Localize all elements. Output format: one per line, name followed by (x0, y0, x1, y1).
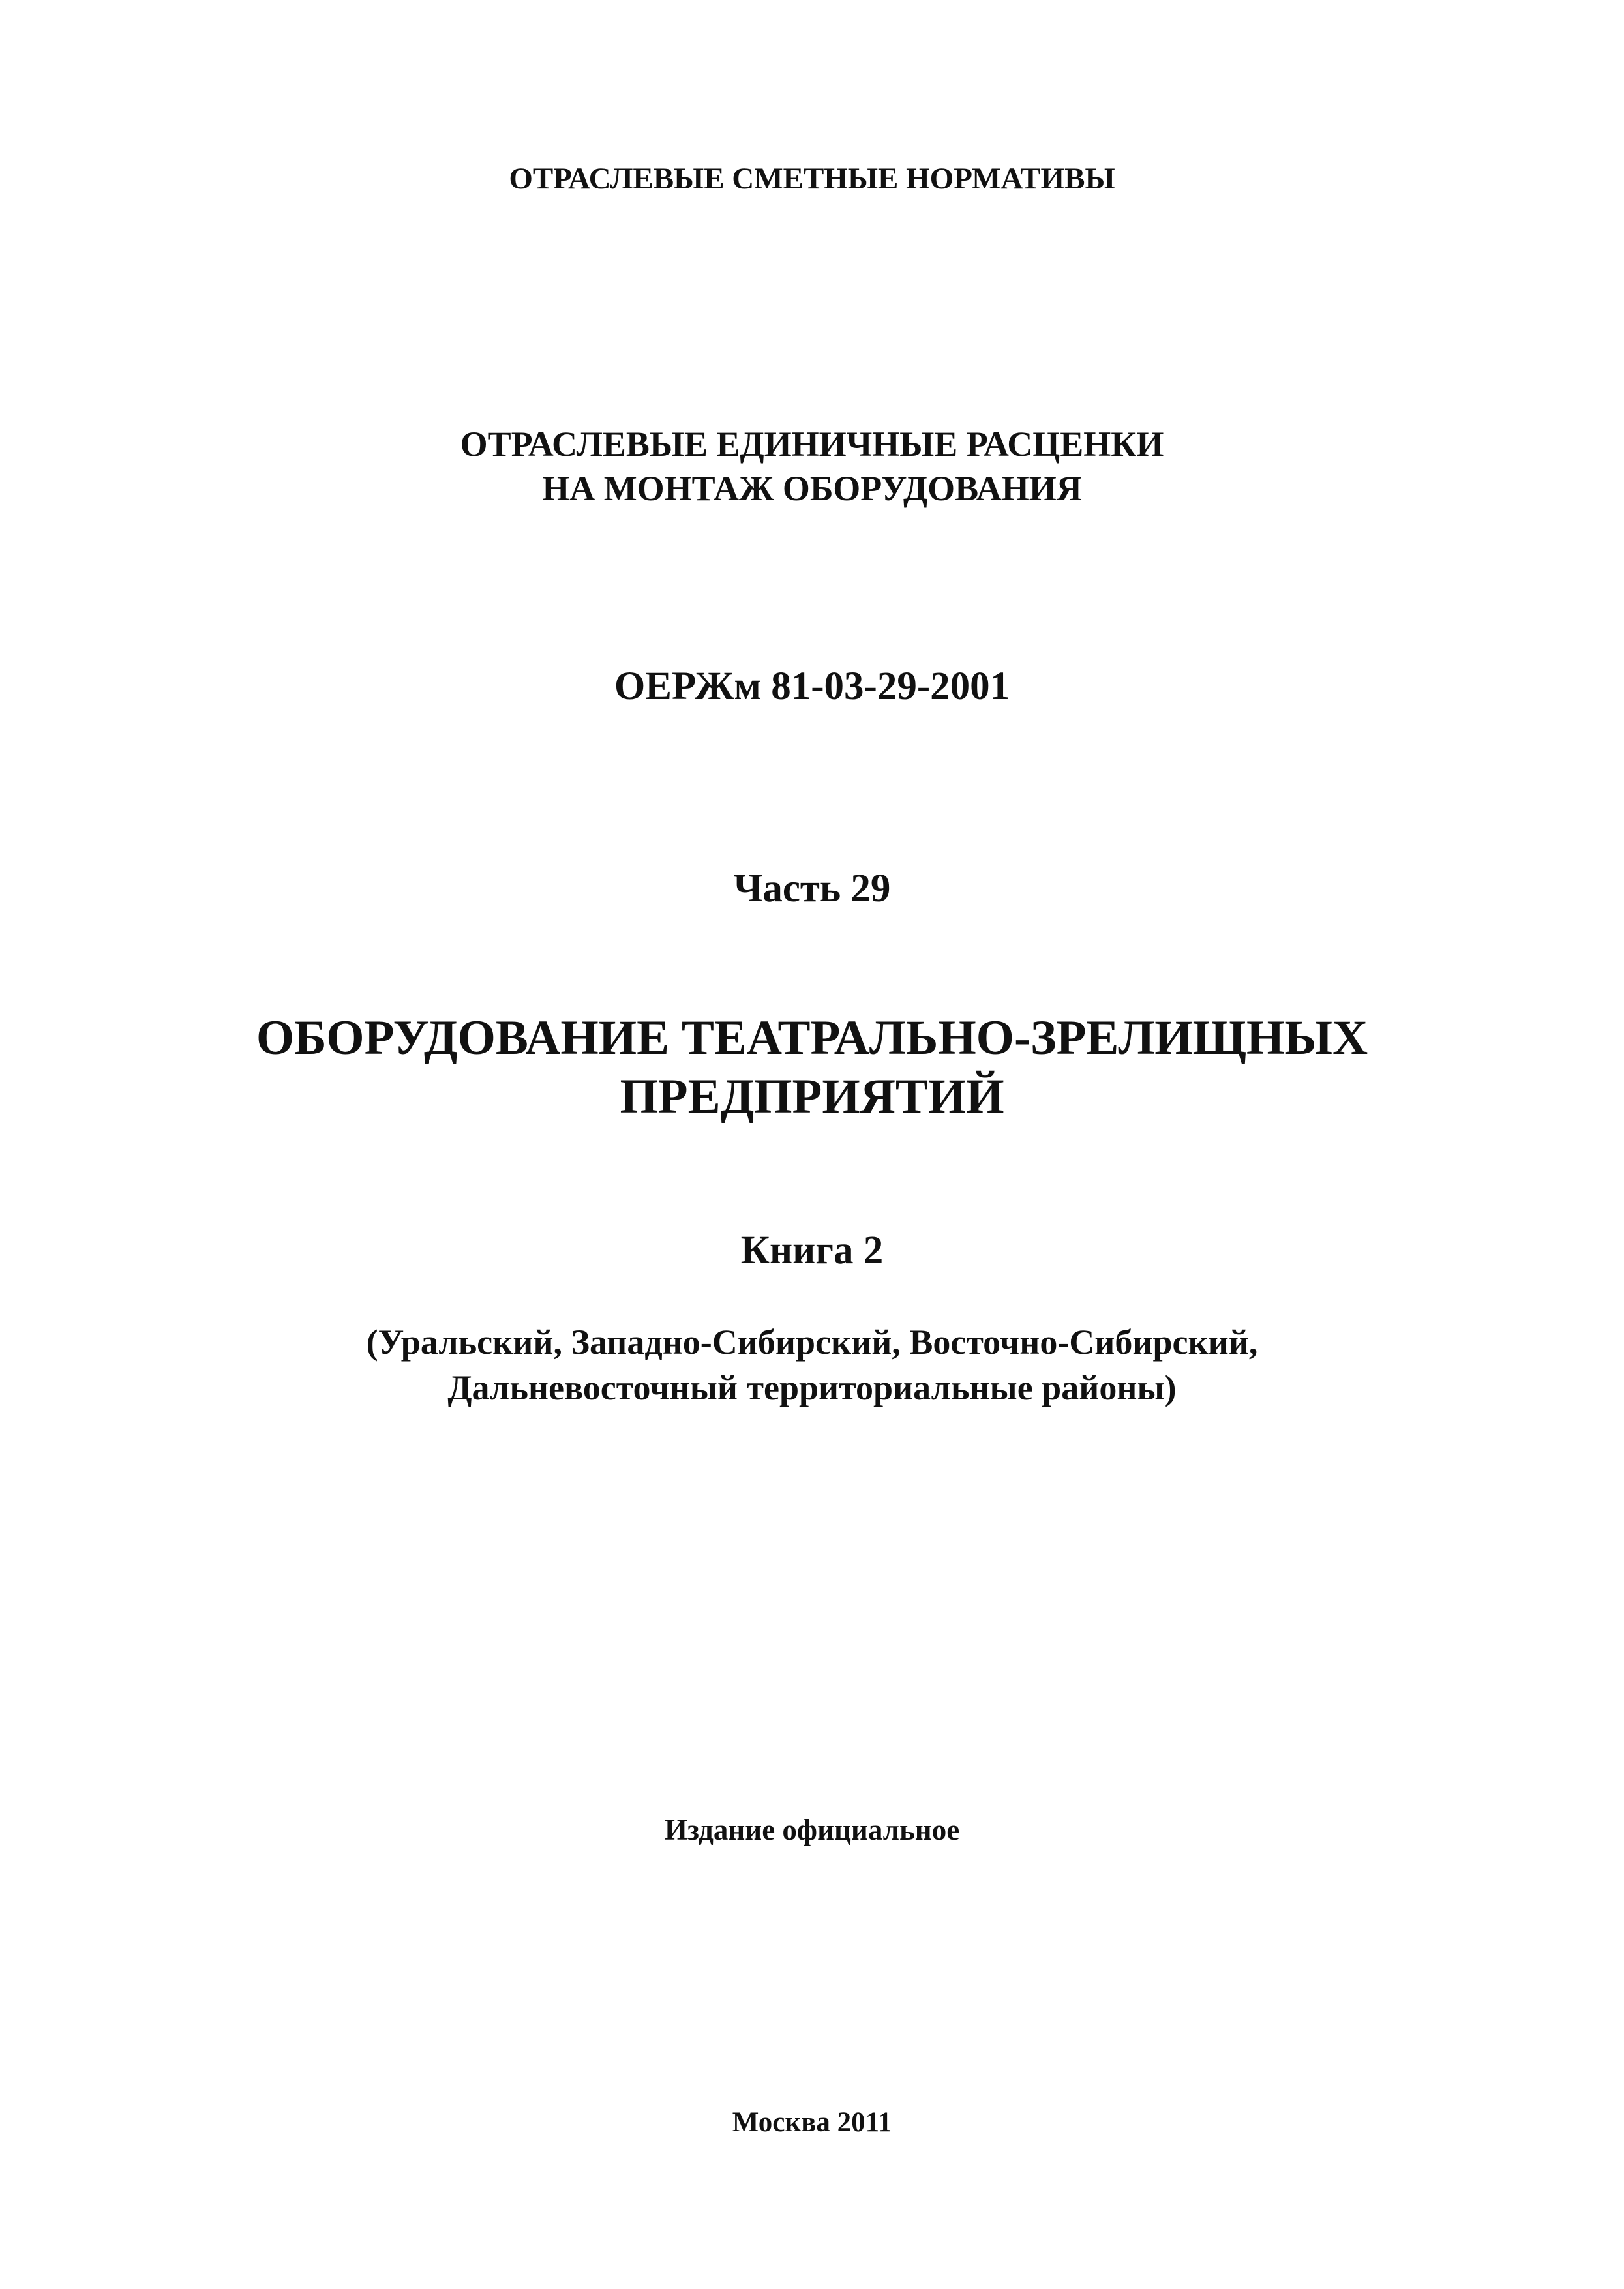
title-line-1: ОТРАСЛЕВЫЕ ЕДИНИЧНЫЕ РАСЦЕНКИ (460, 425, 1164, 464)
part-number: Часть 29 (733, 867, 891, 910)
regions-line-2: Дальневосточный территориальные районы) (447, 1368, 1177, 1407)
city-year: Москва 2011 (732, 2107, 892, 2138)
edition-label: Издание официальное (664, 1814, 960, 1846)
regions-line-1: (Уральский, Западно-Сибирский, Восточно-Сибирский, (366, 1323, 1258, 1362)
subject-line-2: ПРЕДПРИЯТИЙ (620, 1070, 1004, 1124)
title-line-2: НА МОНТАЖ ОБОРУДОВАНИЯ (542, 469, 1082, 508)
series-heading: ОТРАСЛЕВЫЕ СМЕТНЫЕ НОРМАТИВЫ (509, 162, 1115, 196)
subject-line-1: ОБОРУДОВАНИЕ ТЕАТРАЛЬНО-ЗРЕЛИЩНЫХ (256, 1011, 1368, 1065)
book-number: Книга 2 (740, 1229, 884, 1272)
document-code: ОЕРЖм 81-03-29-2001 (614, 665, 1010, 708)
